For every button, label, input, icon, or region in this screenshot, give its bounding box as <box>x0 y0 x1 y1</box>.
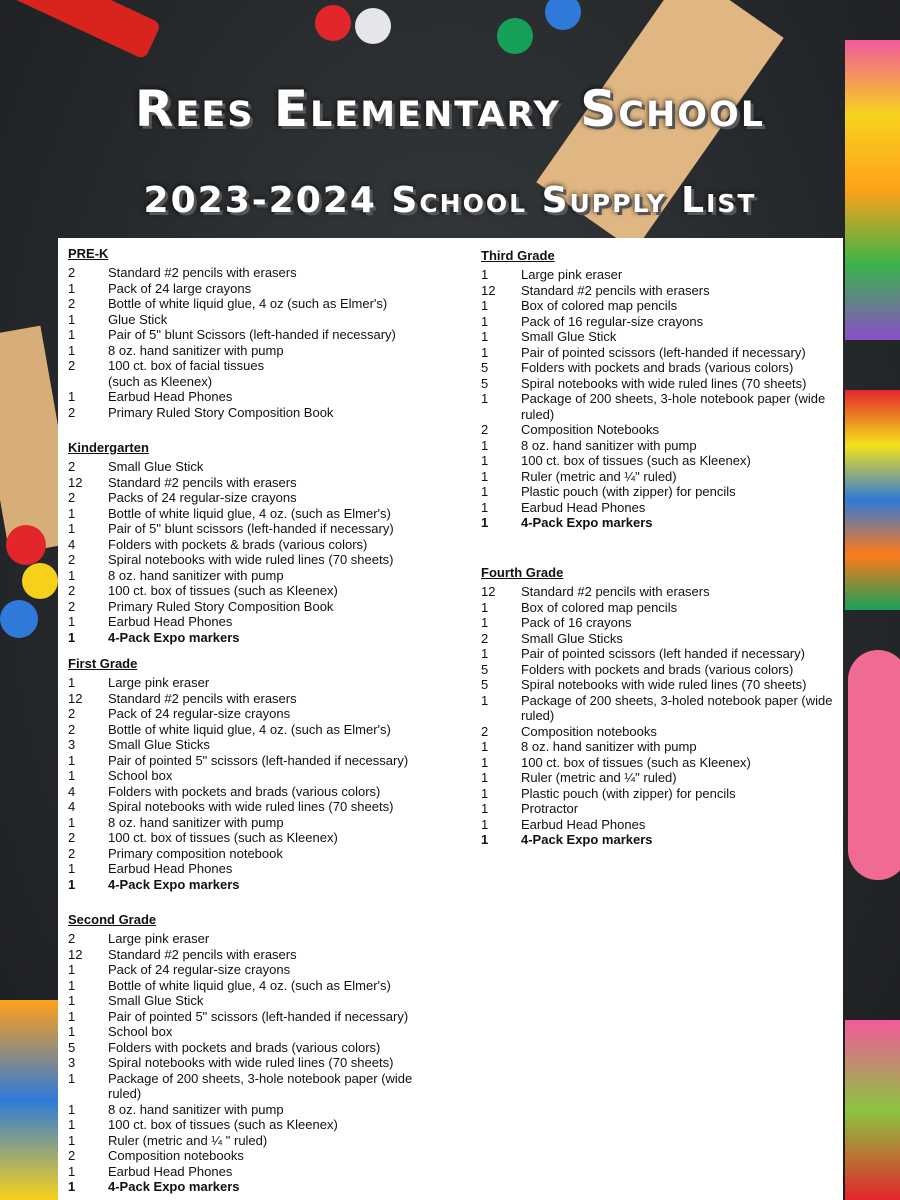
item-description: Spiral notebooks with wide ruled lines (70 sheets) <box>108 1055 394 1070</box>
list-item <box>68 722 468 738</box>
section-first-grade <box>68 656 468 892</box>
item-quantity: 12 <box>68 946 83 962</box>
item-quantity: 4 <box>68 536 76 552</box>
item-description: Small Glue Sticks <box>521 630 623 646</box>
item-quantity: 2 <box>481 422 489 437</box>
section-heading: PRE-K <box>68 246 109 261</box>
section-fourth-grade <box>481 565 881 848</box>
item-quantity: 1 <box>68 1101 76 1117</box>
list-item <box>68 1133 468 1149</box>
item-quantity: 1 <box>481 391 489 406</box>
item-quantity: 1 <box>68 752 76 768</box>
item-quantity: 1 <box>68 389 76 404</box>
item-quantity: 1 <box>481 515 489 530</box>
item-description: Standard #2 pencils with erasers <box>108 474 297 490</box>
list-item <box>68 846 468 862</box>
list-item <box>68 737 468 753</box>
item-quantity: 1 <box>481 329 489 344</box>
pushpin-decoration <box>355 8 391 44</box>
list-item <box>481 832 881 848</box>
list-item <box>481 283 881 299</box>
pencils-decoration <box>0 1000 58 1200</box>
list-item <box>68 978 468 994</box>
item-quantity: 5 <box>481 661 489 677</box>
item-description: Standard #2 pencils with erasers <box>108 690 297 706</box>
list-item <box>481 770 881 786</box>
item-description: Large pink eraser <box>108 675 210 690</box>
item-description: Plastic pouch (with zipper) for pencils <box>521 484 736 499</box>
item-quantity: 5 <box>481 375 489 391</box>
list-item <box>481 515 881 531</box>
item-description: Ruler (metric and ¼" ruled) <box>521 770 677 785</box>
item-description: Spiral notebooks with wide ruled lines (70 sheets) <box>108 799 394 814</box>
list-item <box>68 830 468 846</box>
item-quantity: 1 <box>68 993 76 1008</box>
list-item <box>68 1009 468 1025</box>
list-item <box>68 931 468 947</box>
list-item <box>481 345 881 361</box>
list-item <box>481 739 881 755</box>
item-description: Pair of pointed scissors (left handed if necessary) <box>521 646 805 661</box>
item-description: 8 oz. hand sanitizer with pump <box>108 1101 284 1117</box>
list-item <box>481 391 881 422</box>
list-item <box>68 815 468 831</box>
item-description: 100 ct. box of tissues (such as Kleenex) <box>108 830 338 845</box>
item-quantity: 1 <box>481 484 489 499</box>
list-item <box>68 630 468 646</box>
item-description: Box of colored map pencils <box>521 298 678 313</box>
item-description: Earbud Head Phones <box>108 1163 233 1179</box>
item-quantity: 1 <box>68 1179 76 1194</box>
list-item <box>68 281 468 297</box>
item-description: Pair of 5" blunt scissors (left-handed if necessary) <box>108 521 394 536</box>
list-item <box>481 422 881 438</box>
list-item <box>481 453 881 469</box>
list-item <box>481 500 881 516</box>
item-description: Pair of pointed 5" scissors (left-handed if necessary) <box>108 752 409 768</box>
list-item <box>481 615 881 631</box>
item-description: School box <box>108 1024 173 1039</box>
list-item <box>481 600 881 616</box>
item-quantity: 2 <box>68 583 76 598</box>
item-quantity: 2 <box>68 358 76 373</box>
item-description: School box <box>108 768 173 783</box>
list-item <box>481 267 881 283</box>
item-quantity: 12 <box>68 474 83 490</box>
item-quantity: 5 <box>481 677 489 692</box>
pushpin-decoration <box>0 600 38 638</box>
item-description: Pack of 16 crayons <box>521 615 632 630</box>
item-quantity: 1 <box>481 816 489 832</box>
item-quantity: 1 <box>68 327 76 342</box>
list-item <box>68 343 468 359</box>
item-description: Folders with pockets & brads (various colors) <box>108 536 368 552</box>
item-description: Pack of 24 large crayons <box>108 280 252 296</box>
list-item <box>481 584 881 600</box>
list-item <box>68 947 468 963</box>
list-item <box>68 799 468 815</box>
item-quantity: 2 <box>68 404 76 420</box>
item-quantity: 1 <box>481 692 489 708</box>
item-description: Package of 200 sheets, 3-hole notebook paper (wide ruled) <box>108 1070 413 1101</box>
list-item <box>481 755 881 771</box>
item-quantity: 1 <box>481 832 489 847</box>
item-description: 4-Pack Expo markers <box>521 515 653 530</box>
pushpin-decoration <box>22 563 58 599</box>
list-item <box>68 675 468 691</box>
item-description: Primary Ruled Story Composition Book <box>108 598 334 614</box>
list-item <box>68 753 468 769</box>
list-item <box>68 568 468 584</box>
item-description: Folders with pockets and brads (various colors) <box>108 783 381 799</box>
section-heading: Second Grade <box>68 912 157 927</box>
pushpin-decoration <box>315 5 351 41</box>
pushpin-decoration <box>497 18 533 54</box>
item-quantity: 1 <box>481 298 489 313</box>
item-quantity: 1 <box>68 1132 76 1148</box>
item-quantity: 2 <box>68 931 76 946</box>
item-description: Small Glue Stick <box>108 459 204 474</box>
section-second-grade <box>68 912 468 1195</box>
list-item <box>68 552 468 568</box>
item-quantity: 1 <box>68 280 76 296</box>
item-quantity: 1 <box>68 814 76 830</box>
item-description: Folders with pockets and brads (various colors) <box>521 661 794 677</box>
item-quantity: 2 <box>68 552 76 567</box>
item-quantity: 1 <box>68 505 76 521</box>
item-description: 4-Pack Expo markers <box>521 832 653 847</box>
list-item <box>68 1117 468 1133</box>
item-quantity: 1 <box>68 311 76 327</box>
list-item <box>68 962 468 978</box>
item-description: 100 ct. box of tissues (such as Kleenex) <box>521 754 751 770</box>
item-description: Package of 200 sheets, 3-hole notebook paper (wide ruled) <box>521 391 826 422</box>
item-quantity: 1 <box>68 567 76 583</box>
item-description: Packs of 24 regular-size crayons <box>108 490 297 505</box>
item-quantity: 1 <box>481 770 489 785</box>
item-quantity: 1 <box>481 754 489 770</box>
item-quantity: 3 <box>68 737 76 752</box>
item-description: 8 oz. hand sanitizer with pump <box>108 567 284 583</box>
list-item <box>481 329 881 345</box>
item-quantity: 12 <box>481 584 496 599</box>
item-quantity: 1 <box>481 468 489 484</box>
section-heading: Fourth Grade <box>481 565 564 580</box>
item-quantity: 1 <box>481 267 489 282</box>
item-description: 100 ct. box of tissues (such as Kleenex) <box>108 1117 338 1132</box>
item-quantity: 1 <box>68 876 76 892</box>
list-item <box>481 484 881 500</box>
item-quantity: 1 <box>68 768 76 783</box>
list-item <box>481 360 881 376</box>
item-description: Large pink eraser <box>521 267 623 282</box>
item-quantity: 1 <box>481 499 489 515</box>
list-item <box>68 877 468 893</box>
list-item <box>481 677 881 693</box>
item-quantity: 1 <box>481 801 489 816</box>
item-quantity: 1 <box>481 599 489 615</box>
item-description: Standard #2 pencils with erasers <box>108 946 297 962</box>
list-item <box>68 691 468 707</box>
item-description: Earbud Head Phones <box>108 389 233 404</box>
item-quantity: 1 <box>481 344 489 360</box>
item-description: 4-Pack Expo markers <box>108 629 240 645</box>
item-quantity: 12 <box>68 690 83 706</box>
list-item <box>68 599 468 615</box>
item-description: 100 ct. box of tissues (such as Kleenex) <box>521 453 751 468</box>
item-description: Earbud Head Phones <box>521 816 646 832</box>
item-description: 8 oz. hand sanitizer with pump <box>521 437 697 453</box>
item-quantity: 2 <box>481 723 489 739</box>
item-quantity: 1 <box>68 1163 76 1179</box>
item-quantity: 2 <box>68 265 76 280</box>
item-description: Pair of pointed scissors (left-handed if necessary) <box>521 344 806 360</box>
item-description: Spiral notebooks with wide ruled lines (70 sheets) <box>521 375 807 391</box>
list-item <box>481 817 881 833</box>
item-description: Bottle of white liquid glue, 4 oz. (such as Elmer's) <box>108 977 391 993</box>
list-item <box>68 265 468 281</box>
item-quantity: 2 <box>68 1148 76 1163</box>
pushpin-decoration <box>545 0 581 30</box>
item-description: 8 oz. hand sanitizer with pump <box>521 739 697 754</box>
item-description: Large pink eraser <box>108 931 210 946</box>
list-item <box>481 298 881 314</box>
item-quantity: 2 <box>68 845 76 861</box>
list-item <box>68 1040 468 1056</box>
item-quantity: 1 <box>68 342 76 358</box>
list-item <box>481 314 881 330</box>
item-quantity: 1 <box>68 614 76 629</box>
list-item <box>68 1024 468 1040</box>
section-kindergarten <box>68 440 468 645</box>
item-quantity: 1 <box>68 861 76 876</box>
item-quantity: 2 <box>481 630 489 646</box>
item-description: Package of 200 sheets, 3-holed notebook paper (wide ruled) <box>521 692 833 723</box>
section-heading: Kindergarten <box>68 440 149 455</box>
item-quantity: 1 <box>68 1008 76 1024</box>
item-quantity: 1 <box>68 629 76 645</box>
list-item <box>68 1071 468 1102</box>
list-item <box>68 861 468 877</box>
item-quantity: 5 <box>68 1039 76 1055</box>
list-item <box>481 693 881 724</box>
list-item <box>68 405 468 421</box>
list-item <box>481 376 881 392</box>
list-item <box>68 490 468 506</box>
item-quantity: 1 <box>68 1024 76 1039</box>
list-item <box>68 706 468 722</box>
item-description: 100 ct. box of facial tissues (such as Kleenex) <box>108 358 265 389</box>
item-quantity: 3 <box>68 1055 76 1070</box>
item-quantity: 1 <box>481 437 489 453</box>
item-quantity: 1 <box>481 453 489 468</box>
item-quantity: 12 <box>481 282 496 298</box>
list-item <box>481 801 881 817</box>
item-quantity: 1 <box>481 615 489 630</box>
list-item <box>481 786 881 802</box>
section-heading: First Grade <box>68 656 138 671</box>
list-item <box>68 1102 468 1118</box>
item-description: Composition notebooks <box>108 1148 244 1163</box>
item-description: Pack of 24 regular-size crayons <box>108 706 291 721</box>
marker-decoration <box>9 0 162 60</box>
list-item <box>481 631 881 647</box>
list-item <box>68 296 468 312</box>
item-quantity: 4 <box>68 783 76 799</box>
item-description: Primary Ruled Story Composition Book <box>108 404 334 420</box>
list-item <box>68 475 468 491</box>
list-item <box>68 1148 468 1164</box>
item-description: Small Glue Stick <box>521 329 617 344</box>
item-description: Earbud Head Phones <box>108 861 233 876</box>
list-item <box>68 327 468 343</box>
item-description: Standard #2 pencils with erasers <box>108 265 297 280</box>
item-description: Earbud Head Phones <box>108 614 233 629</box>
item-quantity: 2 <box>68 296 76 311</box>
item-quantity: 1 <box>481 646 489 661</box>
item-description: 4-Pack Expo markers <box>108 876 240 892</box>
list-subtitle: 2023-2024 School Supply List <box>143 180 757 221</box>
item-description: Box of colored map pencils <box>521 599 678 615</box>
pushpin-decoration <box>6 525 46 565</box>
item-description: Protractor <box>521 801 579 816</box>
item-quantity: 4 <box>68 799 76 814</box>
item-description: Plastic pouch (with zipper) for pencils <box>521 785 736 801</box>
list-item <box>68 1055 468 1071</box>
item-quantity: 1 <box>68 1117 76 1132</box>
item-description: 100 ct. box of tissues (such as Kleenex) <box>108 583 338 598</box>
item-quantity: 1 <box>68 521 76 536</box>
list-item <box>68 1164 468 1180</box>
list-item <box>68 768 468 784</box>
item-description: Pack of 24 regular-size crayons <box>108 962 291 977</box>
item-description: Small Glue Sticks <box>108 737 210 752</box>
item-description: Glue Stick <box>108 311 168 327</box>
list-item <box>68 614 468 630</box>
item-description: Primary composition notebook <box>108 845 283 861</box>
list-item <box>481 646 881 662</box>
item-description: 8 oz. hand sanitizer with pump <box>108 814 284 830</box>
item-quantity: 1 <box>68 962 76 977</box>
item-quantity: 1 <box>481 313 489 329</box>
item-description: Small Glue Stick <box>108 993 204 1008</box>
item-quantity: 1 <box>481 739 489 754</box>
item-quantity: 2 <box>68 706 76 721</box>
item-description: 8 oz. hand sanitizer with pump <box>108 342 284 358</box>
item-description: Folders with pockets and brads (various colors) <box>108 1039 381 1055</box>
item-quantity: 2 <box>68 721 76 737</box>
item-quantity: 2 <box>68 459 76 474</box>
pencils-decoration <box>845 1020 900 1200</box>
list-item <box>68 521 468 537</box>
list-item <box>68 506 468 522</box>
list-item <box>68 1179 468 1195</box>
item-description: Bottle of white liquid glue, 4 oz. (such as Elmer's) <box>108 721 391 737</box>
item-quantity: 2 <box>68 490 76 505</box>
list-item <box>68 537 468 553</box>
list-item <box>481 662 881 678</box>
item-quantity: 2 <box>68 830 76 845</box>
item-description: Spiral notebooks with wide ruled lines (70 sheets) <box>521 677 807 692</box>
item-description: Ruler (metric and ¼ " ruled) <box>108 1132 268 1148</box>
list-item <box>481 438 881 454</box>
section-third-grade <box>481 248 881 531</box>
item-description: Standard #2 pencils with erasers <box>521 584 710 599</box>
list-item <box>68 784 468 800</box>
item-description: Composition notebooks <box>521 723 657 739</box>
item-quantity: 2 <box>68 598 76 614</box>
item-description: Standard #2 pencils with erasers <box>521 282 710 298</box>
item-quantity: 5 <box>481 360 489 375</box>
list-item <box>68 583 468 599</box>
list-item <box>481 724 881 740</box>
item-quantity: 1 <box>68 675 76 690</box>
school-title: Rees Elementary School <box>134 80 766 138</box>
list-item <box>481 469 881 485</box>
section-pre-k <box>68 246 468 420</box>
item-description: Spiral notebooks with wide ruled lines (70 sheets) <box>108 552 394 567</box>
item-quantity: 1 <box>68 1070 76 1086</box>
item-description: Ruler (metric and ¼" ruled) <box>521 468 677 484</box>
item-description: Pack of 16 regular-size crayons <box>521 313 704 329</box>
list-item <box>68 312 468 328</box>
list-item <box>68 459 468 475</box>
item-quantity: 1 <box>481 785 489 801</box>
item-description: Pair of 5" blunt Scissors (left-handed if necessary) <box>108 327 396 342</box>
item-description: Folders with pockets and brads (various colors) <box>521 360 794 375</box>
item-description: 4-Pack Expo markers <box>108 1179 240 1194</box>
item-description: Composition Notebooks <box>521 422 660 437</box>
item-description: Bottle of white liquid glue, 4 oz (such as Elmer's) <box>108 296 388 311</box>
item-description: Bottle of white liquid glue, 4 oz. (such as Elmer's) <box>108 505 391 521</box>
section-heading: Third Grade <box>481 248 555 263</box>
list-item <box>68 389 468 405</box>
list-item <box>68 993 468 1009</box>
item-description: Pair of pointed 5" scissors (left-handed if necessary) <box>108 1008 409 1024</box>
item-description: Earbud Head Phones <box>521 499 646 515</box>
item-quantity: 1 <box>68 977 76 993</box>
list-item <box>68 358 468 389</box>
